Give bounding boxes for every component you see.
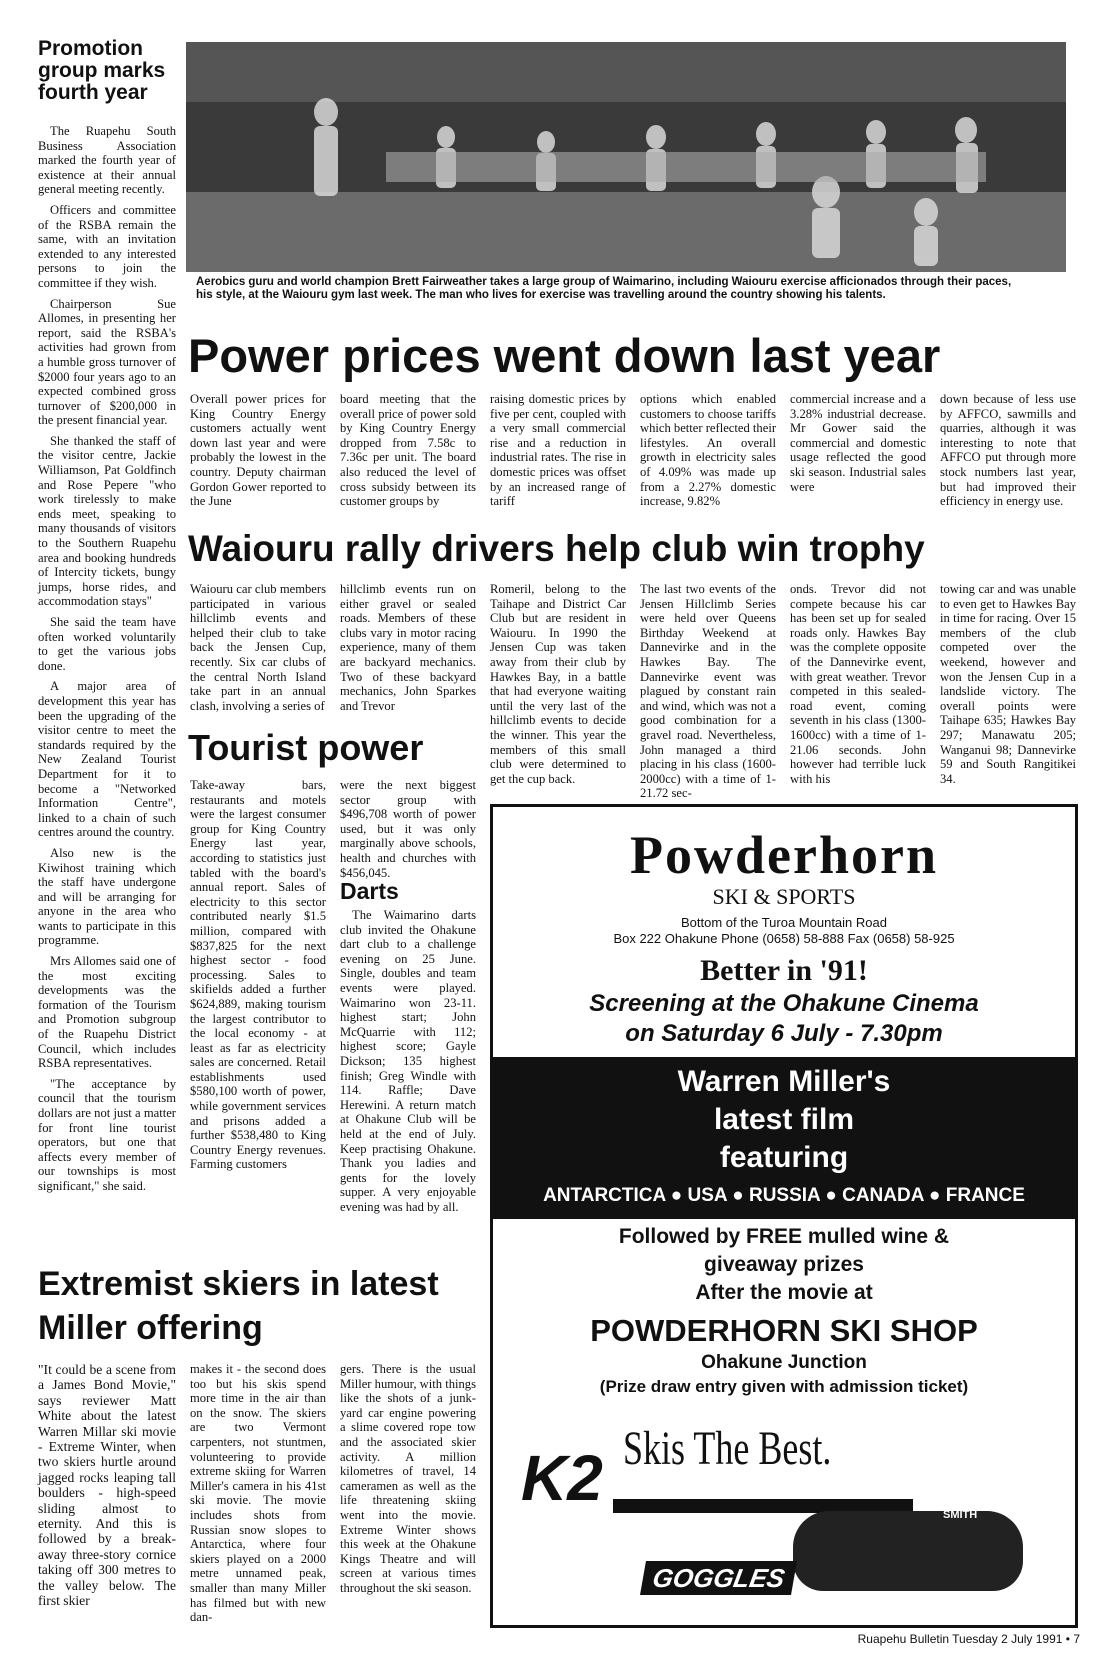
power-col-6 bbox=[940, 392, 1076, 522]
power-col-5 bbox=[790, 392, 926, 522]
tourist-col-2 bbox=[340, 778, 476, 880]
promotion-article bbox=[38, 124, 176, 1304]
goggles-graphic bbox=[793, 1511, 1023, 1591]
skiers-text: makes it - the second does too but his skis spend more time in the air than on the snow. The skiers are two Vermont carpenters, not stuntmen, volunteering to provide extreme skiing for Warren Miller's camera in his 41st ski movie. The movie includes shots from Russian snow slopes to Antarctica, where four skiers played on a 2000 metre unnamed peak, smaller than many Miller has filmed but with new dan- bbox=[190, 1362, 326, 1625]
promotion-paragraph: A major area of development this year has been the upgrading of the visitor centre to meet the standards required by the New Zealand Tourist Department for it to become a "Networked Information Centre", linked to a chain of such centres around the country. bbox=[38, 679, 176, 840]
power-text: down because of less use by AFFCO, sawmills and quarries, although it was interesting to note that AFFCO put through more stock numbers last year, but had improved their efficiency in energy use. bbox=[940, 392, 1076, 509]
darts-article bbox=[340, 908, 476, 1258]
promotion-paragraph: The Ruapehu South Business Association marked the fourth year of existence at their annual general meeting recently. bbox=[38, 124, 176, 197]
ad-film-line: featuring bbox=[719, 1141, 849, 1174]
rally-text: hillclimb events run on either gravel or sealed roads. Members of these clubs vary in motor racing experience, many of them are backyard mechanics. Two of these backyard mechanics, John Sparkes and Trevor bbox=[340, 582, 476, 713]
aerobics-photo-figures bbox=[186, 42, 1066, 272]
power-text: raising domestic prices by five per cent, coupled with a very small commercial rise and a reduction in industrial rates. The rise in domestic prices was offset by an increased range of tariff bbox=[490, 392, 626, 509]
ad-followed: giveaway prizes bbox=[704, 1253, 864, 1276]
ad-film-line: Warren Miller's bbox=[677, 1065, 891, 1098]
rally-col-1 bbox=[190, 582, 326, 722]
ad-film-line: latest film bbox=[713, 1103, 855, 1136]
promotion-paragraph: "The acceptance by council that the tourism dollars are not just a matter for front line tourist operators, but one that affects every member of our townships is most significant," she said. bbox=[38, 1076, 176, 1193]
power-text: board meeting that the overall price of power sold by King Country Energy dropped from 7.58c to 7.36c per unit. The board also reduced the level of cross subsidy between its customer groups by bbox=[340, 392, 476, 509]
powderhorn-logo: Powderhorn bbox=[630, 825, 938, 885]
promotion-paragraph: Officers and committee of the RSBA remain the same, with an invitation extended to any interested persons to join the committee if they wish. bbox=[38, 202, 176, 290]
rally-col-4 bbox=[640, 582, 776, 801]
goggles-label: GOGGLES bbox=[640, 1561, 797, 1595]
aerobics-photo bbox=[186, 42, 1066, 272]
rally-text: onds. Trevor did not compete because his car has been set up for sealed roads only. Hawkes Bay was the complete opposite of the Dannevirke event, with great weather. Trevor competed in this sealed-road event, coming seventh in his class (1300-1600cc) with a time of 1-21.06 seconds. John however had terrible luck with his bbox=[790, 582, 926, 786]
power-text: Overall power prices for King Country Energy customers actually went down last year and were probably the lowest in the country. Deputy chairman Gordon Gower reported to the June bbox=[190, 392, 326, 509]
skiers-col-3 bbox=[340, 1362, 476, 1634]
power-text: options which enabled customers to choose tariffs which better reflected their lifestyles. An overall growth in electricity sales of 4.09% was made up from a 2.27% domestic increase, 9.82% bbox=[640, 392, 777, 509]
promotion-paragraph: Chairperson Sue Allomes, in presenting her report, said the RSBA's activities had grown from a humble gross turnover of $2000 four years ago to an expected combined gross turnover of $200,000 in the present financial year. bbox=[38, 296, 176, 428]
promotion-paragraph: Mrs Allomes said one of the most exciting developments was the formation of the Tourism and Promotion subgroup of the Ruapehu District Council, which includes RSBA representatives. bbox=[38, 954, 176, 1071]
skiers-col-1 bbox=[38, 1362, 176, 1634]
ad-prize: (Prize draw entry given with admission ticket) bbox=[599, 1377, 969, 1396]
ad-followed: After the movie at bbox=[695, 1281, 873, 1304]
page-footer: Ruapehu Bulletin Tuesday 2 July 1991 • 7 bbox=[857, 1632, 1080, 1646]
ad-contact: Box 222 Ohakune Phone (0658) 58-888 Fax (0658) 58-925 bbox=[613, 931, 955, 946]
power-col-3 bbox=[490, 392, 626, 522]
tourist-text: Take-away bars, restaurants and motels were the largest consumer group for King Country Energy last year, according to statistics just tabled with the board's annual report. Sales of electricity to this sector contributed nearly $1.5 million, compared with $837,825 for the next highest sector - food processing. Sales to skifields added a further $624,889, making tourism the largest contributor to the local economy - at least as far as electricity sales are concerned. Retail establishments used $580,100 worth of power, while government services and prisons added a further $538,480 to King Country Energy revenues. Farming customers bbox=[190, 778, 326, 1172]
ad-subtitle: SKI & SPORTS bbox=[712, 884, 856, 909]
promotion-paragraph: She said the team have often worked voluntarily to get the various jobs done. bbox=[38, 615, 176, 673]
skiers-text: gers. There is the usual Miller humour, with things like the shots of a junk-yard car engine powering a slime covered rope tow and the associated skier activity. A million kilometres of travel, 14 cameramen as well as the life threatening skiing went into the movie. Extreme Winter shows this week at the Ohakune Kings Theatre and will screen at various times throughout the ski season. bbox=[340, 1362, 476, 1595]
power-col-1 bbox=[190, 392, 326, 522]
ad-slogan: Better in '91! bbox=[700, 954, 868, 987]
promotion-paragraph: Also new is the Kiwihost training which the staff have undergone and will be arranging for anyone in the area who wants to participate in this programme. bbox=[38, 845, 176, 948]
power-headline: Power prices went down last year bbox=[188, 329, 941, 382]
smith-label: SMITH bbox=[943, 1509, 978, 1521]
power-col-4 bbox=[640, 392, 776, 522]
ad-shop: POWDERHORN SKI SHOP bbox=[590, 1313, 978, 1348]
darts-headline: Darts bbox=[340, 878, 399, 904]
tourist-col-1 bbox=[190, 778, 326, 1248]
ad-followed: Followed by FREE mulled wine & bbox=[618, 1225, 950, 1248]
ad-countries: ANTARCTICA ● USA ● RUSSIA ● CANADA ● FRANCE bbox=[543, 1185, 1025, 1206]
tourist-text: were the next biggest sector group with $496,708 worth of power used, but it was only marginally above schools, health and churches with $456,045. bbox=[340, 778, 476, 880]
tourist-headline: Tourist power bbox=[188, 727, 424, 768]
ad-film-band bbox=[493, 1057, 1075, 1219]
powderhorn-ad bbox=[490, 804, 1078, 1628]
rally-col-6 bbox=[940, 582, 1076, 794]
rally-text: Romeril, belong to the Taihape and District Car Club but are resident in Waiouru. In 1990 the Jensen Cup was taken away from their club by Hawkes Bay, in a battle that had everyone waiting until the very last of the hillclimb events to decide the winner. This year the members of this small club were determined to get the cup back. bbox=[490, 582, 626, 786]
ad-junction: Ohakune Junction bbox=[701, 1352, 867, 1373]
promotion-headline: Promotion group marks fourth year bbox=[38, 37, 166, 104]
darts-text: The Waimarino darts club invited the Ohakune dart club to a challenge evening on 25 June. Single, doubles and team events were played. Waimarino won 23-11. highest start; John McQuarrie with 112; highest score; Gayle Dickson; 135 highest finish; Greg Windle with 114. Raffle; Dave Herewini. A return match at Ohakune Club will be held at the end of July. Keep practising Ohakune. Thank you ladies and gents for the lovely supper. A very enjoyable evening was had by all. bbox=[340, 908, 476, 1214]
skiers-col-2 bbox=[190, 1362, 326, 1634]
photo-caption: Aerobics guru and world champion Brett Fairweather takes a large group of Waimarino, including Waiouru exercise afficionados through their paces, his style, at the Waiouru gym last week. The man who lives for exercise was travelling around the country showing his talents. bbox=[196, 276, 1012, 301]
rally-col-3 bbox=[490, 582, 626, 794]
k2-logo: K2 bbox=[521, 1442, 603, 1514]
rally-col-2 bbox=[340, 582, 476, 722]
skiers-headline: Extremist skiers in latest Miller offering bbox=[38, 1265, 439, 1347]
k2-ad-area bbox=[493, 1399, 1075, 1619]
ad-address: Bottom of the Turoa Mountain Road bbox=[681, 915, 887, 930]
ad-date: on Saturday 6 July - 7.30pm bbox=[625, 1020, 943, 1047]
promotion-paragraph: She thanked the staff of the visitor centre, Jackie Williamson, Pat Goldfinch and Rose Pepere "who work tirelessly to make ends meet, speaking to many thousands of visitors to the Southern Ruapehu area and booking hundreds of Intercity tickets, bungy jumps, horse rides, and accommodation stays" bbox=[38, 433, 176, 609]
rally-headline: Waiouru rally drivers help club win trophy bbox=[188, 528, 925, 569]
rally-text: towing car and was unable to even get to Hawkes Bay in time for racing. Over 15 members of the club competed over the weekend, however and won the Jensen Cup in a landslide victory. The overall points were Taihape 635; Hawkes Bay 297; Manawatu 205; Wanganui 98; Dannevirke 59 and South Rangitikei 34. bbox=[940, 582, 1076, 786]
rally-col-5 bbox=[790, 582, 926, 794]
rally-text: The last two events of the Jensen Hillclimb Series were held over Queens Birthday Weekend at Dannevirke and in the Hawkes Bay. The Dannevirke event was plagued by constant rain and wind, which was not a good combination for a gravel road. Nevertheless, John managed a third placing in his class (1600-2000cc) with a time of 1-21.72 sec- bbox=[640, 582, 776, 801]
ad-screening: Screening at the Ohakune Cinema bbox=[589, 990, 979, 1017]
power-text: commercial increase and a 3.28% industrial decrease. Mr Gower said the commercial and domestic usage reflected the good ski season. Industrial sales were bbox=[790, 392, 926, 494]
k2-slogan: Skis The Best. bbox=[623, 1422, 832, 1475]
skiers-text: "It could be a scene from a James Bond Movie," says reviewer Matt White about the latest Warren Millar ski movie - Extreme Winter, when two skiers hurtle around jagged rocks leaping tall boulders - high-speed sliding almost to eternity. And this is followed by a break-away three-story cornice taking off 300 metres to the valley below. The first skier bbox=[38, 1362, 176, 1609]
rally-text: Waiouru car club members participated in various hillclimb events and helped their club to take back the Jensen Cup, recently. Six car clubs of the central North Island take part in an annual clash, involving a series of bbox=[190, 582, 326, 713]
power-col-2 bbox=[340, 392, 476, 522]
